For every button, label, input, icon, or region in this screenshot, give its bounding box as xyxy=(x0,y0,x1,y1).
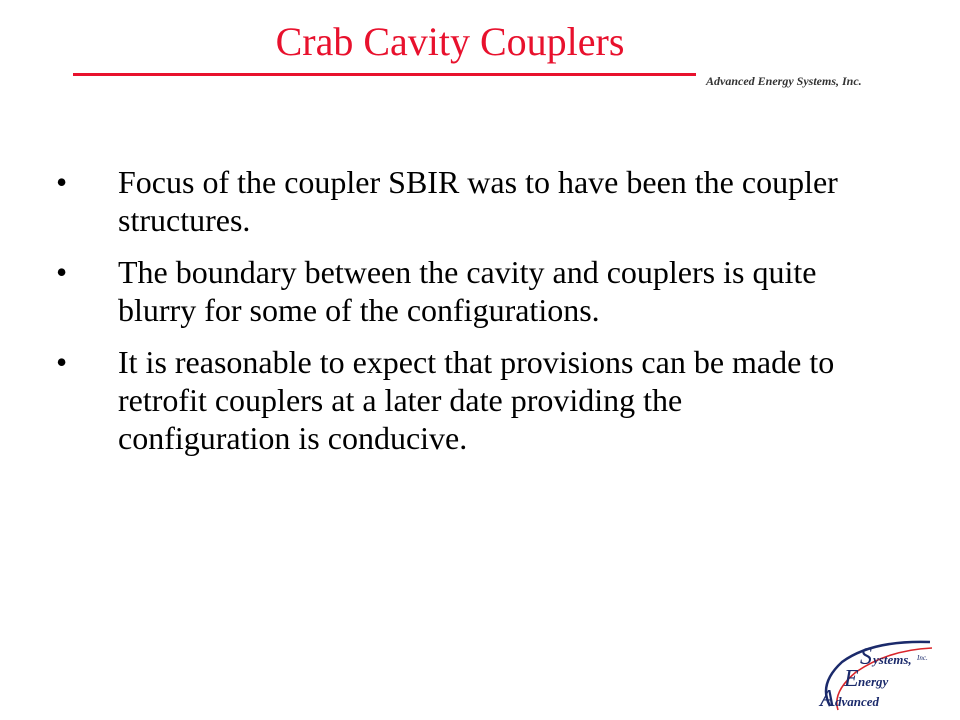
bullet-text: It is reasonable to expect that provisions can be made to retrofit couplers at a later date providing the configuration is conducive. xyxy=(118,344,835,456)
bullet-marker: • xyxy=(56,344,68,380)
slide-title: Crab Cavity Couplers xyxy=(275,19,625,64)
logo-systems-text: ystems, xyxy=(873,652,912,667)
bullet-item xyxy=(56,163,856,239)
bullet-marker: • xyxy=(56,164,68,200)
logo-advanced-text: dvanced xyxy=(835,694,880,709)
logo-letter-s: S xyxy=(860,644,872,670)
bullet-marker: • xyxy=(56,254,68,290)
bullet-text: The boundary between the cavity and couplers is quite blurry for some of the configurations. xyxy=(118,254,817,328)
logo-energy-text: nergy xyxy=(858,674,889,689)
bullet-text: Focus of the coupler SBIR was to have been the coupler structures. xyxy=(118,164,838,238)
bullet-list xyxy=(56,163,856,471)
aes-logo xyxy=(808,636,936,716)
logo-inc-text: Inc. xyxy=(917,654,928,662)
logo-letter-e: E xyxy=(844,666,859,692)
title-underline xyxy=(73,73,696,76)
logo-letter-a: A xyxy=(820,686,835,712)
company-name: Advanced Energy Systems, Inc. xyxy=(706,74,862,88)
bullet-item xyxy=(56,253,856,329)
bullet-item xyxy=(56,343,856,457)
